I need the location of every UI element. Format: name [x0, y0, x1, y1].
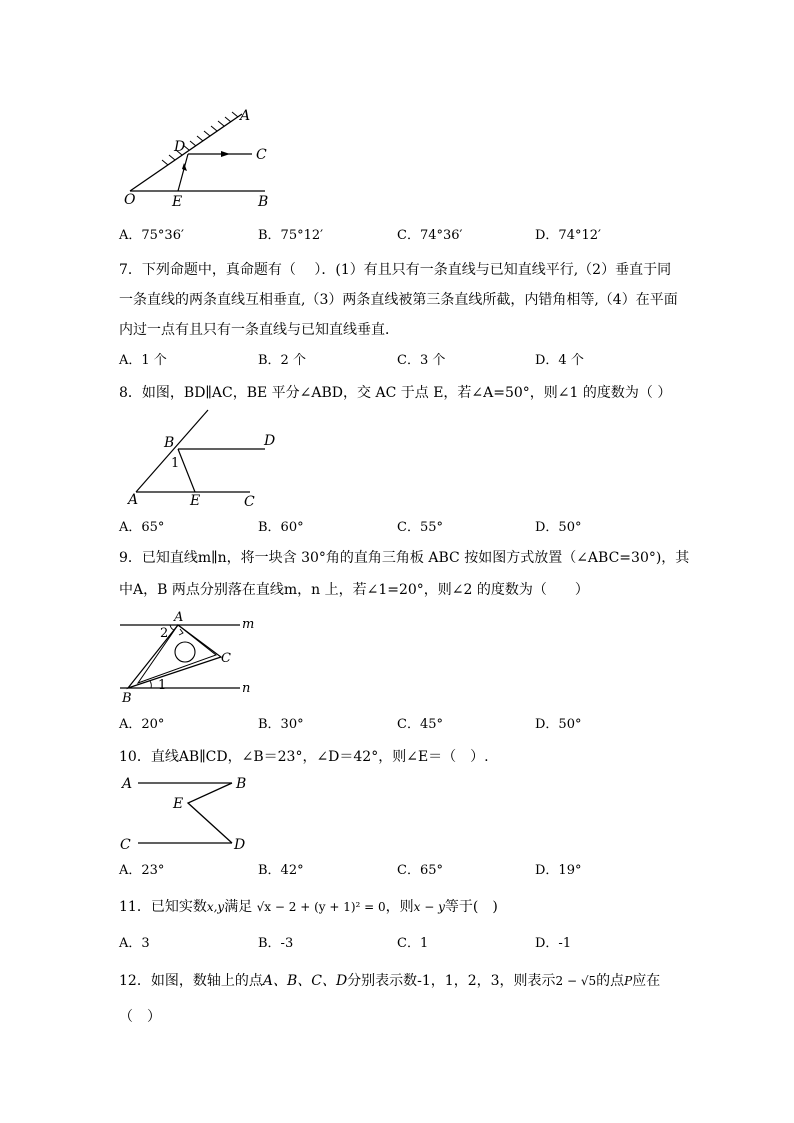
label-C: C	[244, 494, 255, 510]
label-1: 1	[158, 678, 167, 693]
q11-option-d[interactable]: D．-1	[535, 936, 572, 951]
q8-options	[119, 518, 679, 538]
q9-line1: 9．已知直线m∥n，将一块含 30°角的直角三角板 ABC 按如图方式放置（∠ABC=30°)，其	[119, 550, 690, 566]
label-B: B	[236, 776, 247, 792]
q9-line2: 中A，B 两点分别落在直线m，n 上，若∠1=20°，则∠2 的度数为（ ）	[119, 582, 589, 598]
q6-option-b[interactable]: B．75°12′	[258, 228, 324, 243]
label-C: C	[256, 147, 267, 163]
q10-options	[119, 861, 679, 881]
q7-option-d[interactable]: D．4 个	[535, 353, 584, 368]
label-C: C	[120, 837, 131, 853]
q10-option-a[interactable]: A．23°	[119, 863, 165, 878]
q11-option-b[interactable]: B．-3	[258, 936, 294, 951]
label-B: B	[258, 194, 269, 210]
q12-end: 应在	[632, 973, 661, 989]
q7-options	[119, 351, 679, 371]
label-B: B	[122, 691, 132, 705]
q9-option-b[interactable]: B．30°	[258, 717, 304, 732]
label-E: E	[173, 796, 184, 812]
q8-option-c[interactable]: C．55°	[397, 520, 443, 535]
label-B: B	[164, 435, 175, 451]
q6-options	[119, 226, 679, 246]
q6-option-c[interactable]: C．74°36′	[397, 228, 463, 243]
figure-q10-parallel-zigzag	[118, 772, 263, 854]
figure-q8-parallel-lines	[118, 408, 288, 510]
label-D: D	[174, 139, 186, 155]
q7-option-c[interactable]: C．3 个	[397, 353, 446, 368]
q11-equation: √x − 2 + (y + 1)² = 0	[256, 900, 386, 914]
q6-option-a[interactable]: A．75°36′	[119, 228, 184, 243]
q11-expr: x − y	[413, 900, 445, 914]
q11-then: ，则	[385, 899, 414, 915]
q10-option-b[interactable]: B．42°	[258, 863, 304, 878]
q6-option-d[interactable]: D．74°12′	[535, 228, 601, 243]
label-1: 1	[171, 456, 180, 471]
label-2: 2	[160, 626, 169, 641]
q11-prefix: 11．已知实数	[119, 899, 207, 915]
q11-question	[119, 897, 498, 917]
q12-expr: 2 − √5	[555, 974, 597, 988]
label-E: E	[190, 493, 201, 509]
label-n: n	[242, 681, 251, 696]
q11-option-c[interactable]: C．1	[397, 936, 429, 951]
q9-option-d[interactable]: D．50°	[535, 717, 582, 732]
q10-question: 10．直线AB∥CD，∠B＝23°，∠D＝42°，则∠E＝（ ）.	[119, 749, 489, 765]
q9-options	[119, 715, 679, 735]
q12-line2: （ ）	[119, 1009, 161, 1025]
q8-option-a[interactable]: A．65°	[119, 520, 165, 535]
q9-option-c[interactable]: C．45°	[397, 717, 443, 732]
q7-option-b[interactable]: B．2 个	[258, 353, 306, 368]
label-A: A	[174, 610, 184, 625]
q11-mid: 满足	[224, 899, 253, 915]
q12-question	[119, 971, 660, 991]
q12-suffix: 的点	[596, 973, 625, 989]
label-A: A	[128, 492, 139, 508]
q11-option-a[interactable]: A．3	[119, 936, 150, 951]
q11-options	[119, 934, 679, 954]
q12-pvar: P	[624, 974, 633, 988]
q8-option-b[interactable]: B．60°	[258, 520, 304, 535]
q7-line3: 内过一点有且只有一条直线与已知直线垂直．	[119, 322, 399, 338]
label-m: m	[242, 617, 255, 632]
q12-prefix: 12．如图，数轴上的点	[119, 973, 263, 989]
q7-option-a[interactable]: A．1 个	[119, 353, 167, 368]
label-D: D	[234, 837, 246, 853]
q10-option-c[interactable]: C．65°	[397, 863, 443, 878]
q9-option-a[interactable]: A．20°	[119, 717, 165, 732]
figure-q6-mirror-diagram	[118, 105, 278, 210]
label-O: O	[124, 192, 136, 208]
q8-question: 8．如图，BD∥AC，BE 平分∠ABD，交 AC 于点 E，若∠A=50°，则∠1 的度数为（ ）	[119, 385, 672, 401]
q12-points: A、B、C、D	[262, 973, 348, 989]
label-D: D	[264, 433, 276, 449]
q7-line1: 7．下列命题中，真命题有（ ）．(1）有且只有一条直线与已知直线平行,（2）垂直于同	[119, 262, 672, 278]
label-A: A	[240, 108, 251, 124]
label-C: C	[221, 651, 231, 666]
q7-line2: 一条直线的两条直线互相垂直,（3）两条直线被第三条直线所截，内错角相等,（4）在平面	[119, 292, 678, 308]
q8-option-d[interactable]: D．50°	[535, 520, 582, 535]
label-E: E	[172, 194, 183, 210]
q11-suffix: 等于( )	[444, 899, 498, 915]
q10-option-d[interactable]: D．19°	[535, 863, 582, 878]
figure-q9-triangle-ruler	[118, 610, 268, 705]
label-A: A	[122, 776, 133, 792]
q12-mid: 分别表示数-1，1，2，3，则表示	[347, 973, 556, 989]
q11-vars: x,y	[206, 900, 225, 914]
